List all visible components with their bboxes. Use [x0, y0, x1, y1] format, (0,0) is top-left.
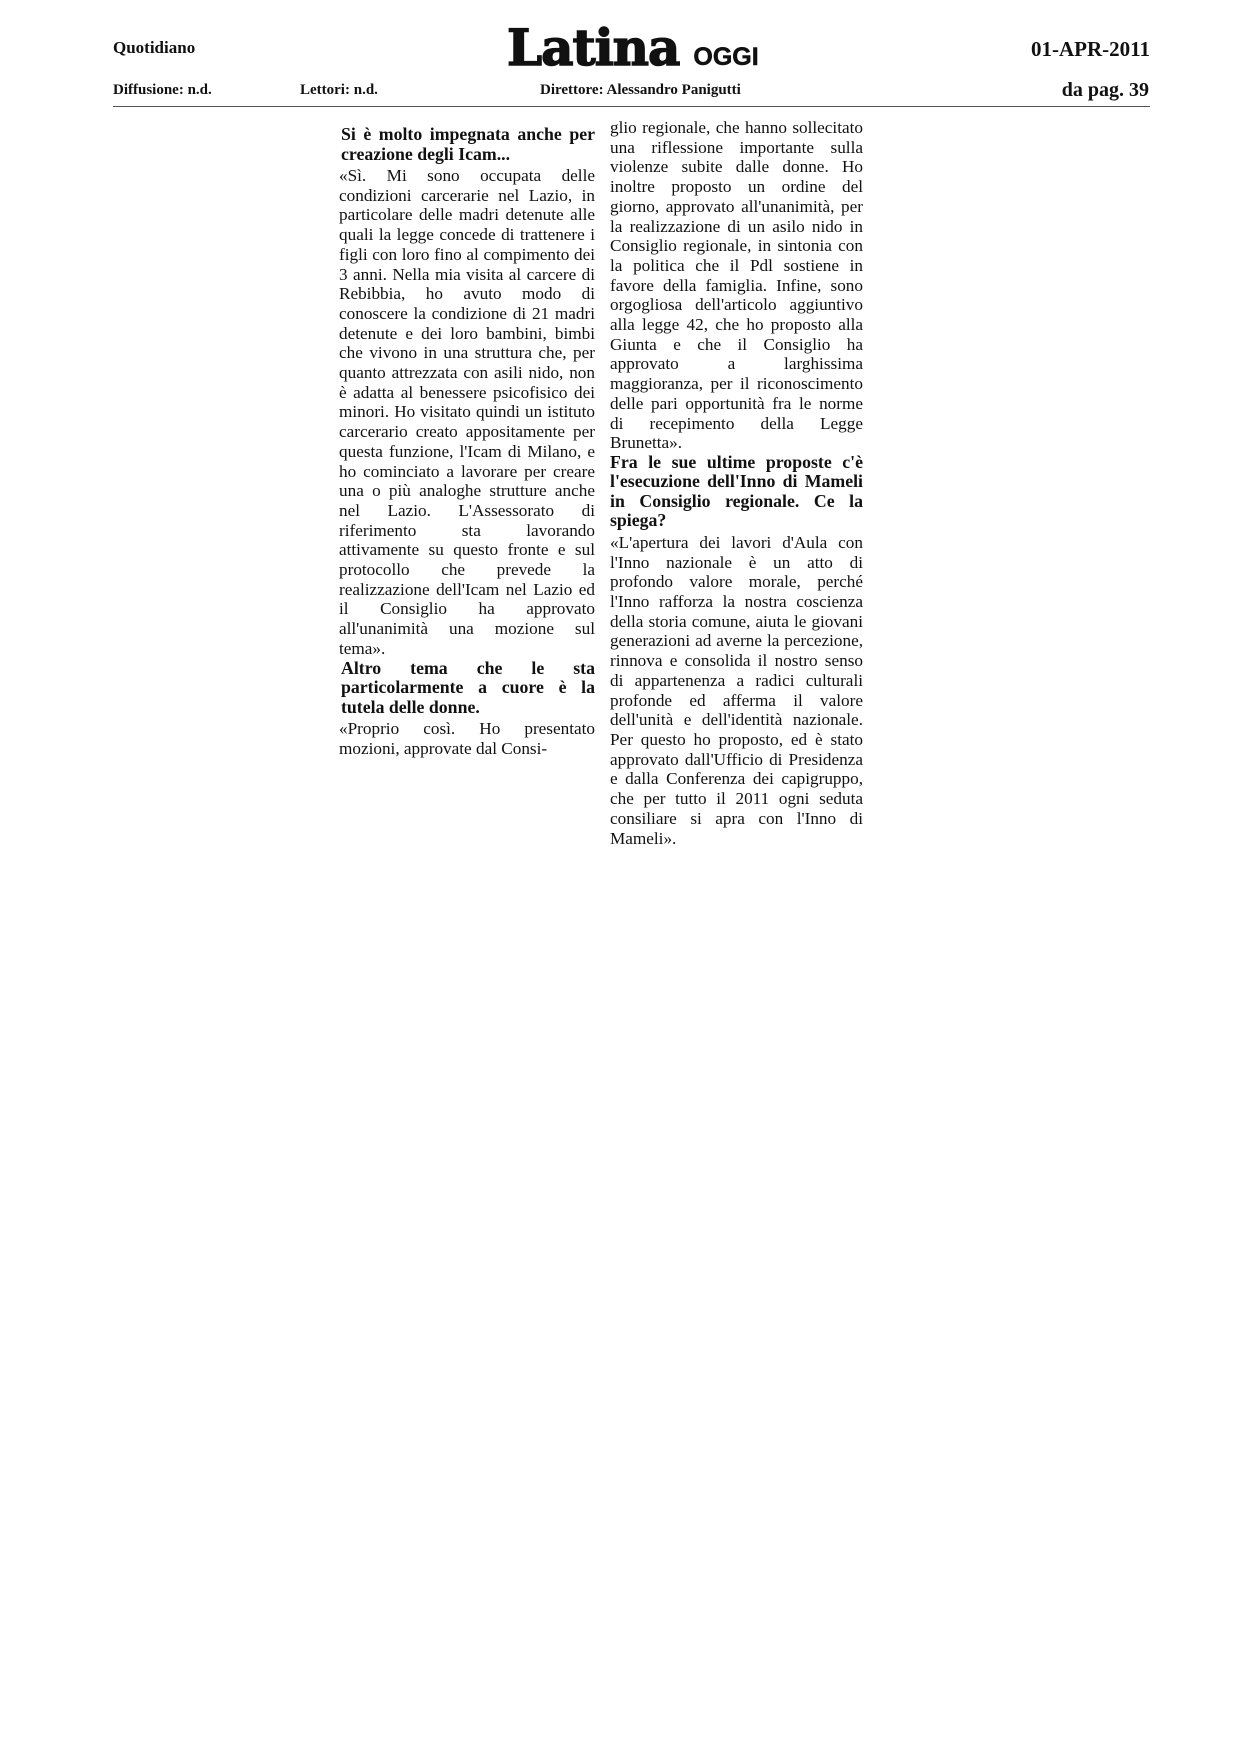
question-1: Si è molto impegnata anche per creazione degli Icam... — [341, 124, 595, 164]
masthead — [507, 18, 759, 77]
question-3: Fra le sue ultime proposte c'è l'esecuzione dell'Inno di Mameli in Consiglio regionale. Ce la spiega? — [610, 451, 863, 531]
article-column-1 — [339, 125, 595, 758]
answer-2: «Proprio così. Ho presentato mozioni, approvate dal Consi- — [339, 719, 595, 758]
meta-pagina: da pag. 39 — [1061, 79, 1149, 101]
meta-lettori: Lettori: n.d. — [300, 82, 378, 98]
meta-diffusione: Diffusione: n.d. — [113, 82, 212, 98]
answer-1: «Sì. Mi sono occupata delle condizioni carcerarie nel Lazio, in particolare delle madri detenute alle quali la legge concede di trattenere i figli con loro fino al compimento dei 3 anni. Nella mia visita al carcere di Rebibbia, ho avuto modo di conoscere la condizione di 21 madri detenute e dei loro bambini, bimbi che vivono in una struttura che, per quanto attrezzata con asili nido, non è adatta al benessere psicofisico dei minori. Ho visitato quindi un istituto carcerario creato appositamente per questa funzione, l'Icam di Milano, e ho cominciato a lavorare per creare una o più analoghe strutture anche nel Lazio. L'Assessorato di riferimento sta lavorando attivamente su questo fronte e sul protocollo che prevede la realizzazione dell'Icam nel Lazio ed il Consiglio ha approvato all'unanimità una mozione sul tema». — [339, 166, 595, 658]
header-date: 01-APR-2011 — [1031, 37, 1150, 61]
masthead-sub: OGGI — [693, 43, 759, 71]
header-rule — [113, 106, 1150, 107]
answer-3: «L'apertura dei lavori d'Aula con l'Inno nazionale è un atto di profondo valore morale, perché l'Inno rafforza la nostra coscienza della storia comune, aiuta le giovani generazioni ad averne la percezione, rinnova e consolida il nostro senso di appartenenza a radici culturali profonde ed afferma il valore dell'unità e dell'identità nazionale. Per questo ho proposto, ed è stato approvato dall'Ufficio di Presidenza e dalla Conferenza dei capigruppo, che per tutto il 2011 ogni seduta consiliare si apra con l'Inno di Mameli». — [610, 532, 863, 848]
meta-direttore: Direttore: Alessandro Panigutti — [540, 82, 741, 98]
article-column-2 — [610, 118, 863, 848]
question-2: Altro tema che le sta particolarmente a cuore è la tutela delle donne. — [341, 657, 595, 717]
header-type: Quotidiano — [113, 38, 196, 57]
answer-2-continued: glio regionale, che hanno sollecitato una riflessione importante sulla violenze subite dalle donne. Ho inoltre proposto un ordine del giorno, approvato all'unanimità, per la realizzazione di un asilo nido in Consiglio regionale, in sintonia con la politica che il Pdl sostiene in favore della famiglia. Infine, sono orgogliosa dell'articolo aggiuntivo alla legge 42, che ho proposto alla Giunta e che il Consiglio ha approvato a larghissima maggioranza, per il riconoscimento delle pari opportunità fra le norme di recepimento della Legge Brunetta». — [610, 118, 863, 453]
masthead-main: Latina — [507, 18, 680, 77]
